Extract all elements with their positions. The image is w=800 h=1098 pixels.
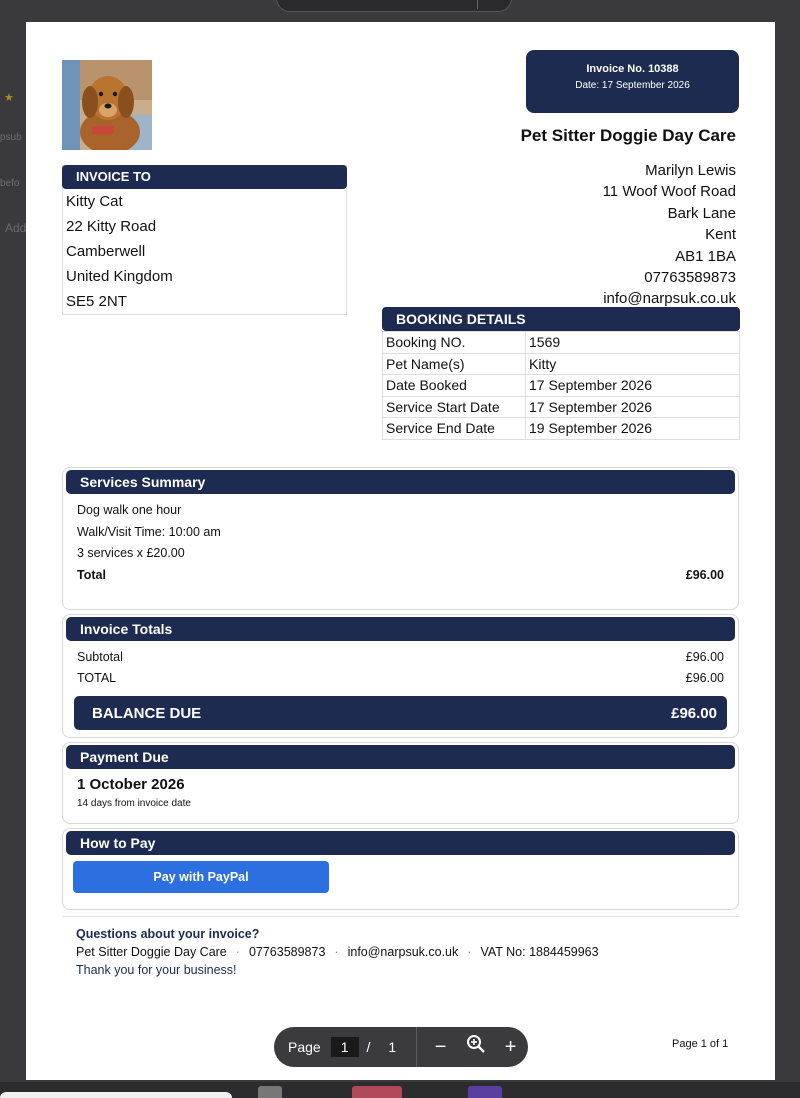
footer-vat: VAT No: 1884459963 — [480, 945, 599, 959]
footer-business: Pet Sitter Doggie Day Care — [76, 945, 227, 959]
booking-value: 17 September 2026 — [526, 375, 740, 397]
dog-photo — [62, 60, 152, 150]
invoice-number: Invoice No. 10388 — [586, 63, 679, 75]
business-email: info@narpsuk.co.uk — [603, 290, 736, 308]
zoom-in-button[interactable]: + — [504, 1035, 517, 1058]
service-line: 3 services x £20.00 — [77, 546, 185, 560]
customer-line: United Kingdom — [66, 268, 173, 285]
separator: · — [235, 945, 240, 959]
invoice-totals-header: Invoice Totals — [66, 617, 735, 641]
toolbar-divider — [416, 1027, 417, 1067]
balance-due-label: BALANCE DUE — [92, 704, 202, 722]
total-label: TOTAL — [77, 671, 117, 685]
balance-due-bar — [74, 696, 727, 730]
payment-due-header: Payment Due — [66, 745, 735, 769]
business-address — [603, 160, 736, 310]
footer-email[interactable]: info@narpsuk.co.uk — [347, 945, 459, 959]
page-label: Page — [288, 1039, 321, 1055]
services-total-value: £96.00 — [685, 567, 724, 582]
booking-label: Service End Date — [383, 418, 526, 440]
services-summary-card — [62, 467, 739, 610]
invoice-number-box — [526, 50, 739, 113]
business-phone: 07763589873 — [644, 269, 736, 287]
background-star-icon: ★ — [4, 92, 14, 104]
separator: · — [467, 945, 472, 959]
footer-question: Questions about your invoice? — [76, 927, 260, 941]
footer-contact-line — [76, 943, 725, 961]
invoice-to-block — [62, 165, 347, 315]
viewer-top-tab — [276, 0, 512, 12]
service-line: Walk/Visit Time: 10:00 am — [77, 524, 221, 539]
page-slash: / — [366, 1039, 371, 1055]
background-text: psub — [0, 132, 22, 143]
payment-due-date: 1 October 2026 — [77, 776, 185, 793]
background-text: befo — [0, 178, 20, 189]
zoom-out-button[interactable]: − — [434, 1035, 447, 1058]
footer-thanks: Thank you for your business! — [76, 963, 237, 977]
payment-due-card — [62, 742, 739, 824]
invoice-to-header: INVOICE TO — [62, 165, 347, 189]
booking-details — [382, 307, 740, 440]
booking-label: Booking NO. — [383, 332, 526, 354]
booking-label: Pet Name(s) — [383, 353, 526, 375]
total-pages: 1 — [388, 1039, 397, 1055]
how-to-pay-card — [62, 828, 739, 910]
table-row — [383, 353, 740, 375]
balance-due-value: £96.00 — [671, 704, 717, 722]
table-row — [383, 418, 740, 440]
pay-with-paypal-button[interactable]: Pay with PayPal — [73, 861, 329, 893]
table-row — [383, 396, 740, 418]
pdf-page-toolbar — [274, 1027, 528, 1067]
booking-details-header: BOOKING DETAILS — [382, 307, 740, 331]
address-line: Kent — [705, 226, 736, 244]
taskbar-search-box[interactable] — [0, 1092, 232, 1098]
address-line: Marilyn Lewis — [645, 162, 736, 179]
business-name: Pet Sitter Doggie Day Care — [520, 126, 736, 145]
address-line: Bark Lane — [667, 204, 736, 222]
how-to-pay-header: How to Pay — [66, 831, 735, 855]
payment-due-note: 14 days from invoice date — [77, 798, 191, 809]
booking-table — [382, 331, 740, 440]
customer-line: 22 Kitty Road — [66, 218, 157, 235]
taskbar-app-icon[interactable] — [468, 1086, 502, 1098]
total-value: £96.00 — [685, 671, 724, 685]
background-text: Add — [5, 221, 27, 235]
subtotal-value: £96.00 — [685, 650, 724, 664]
service-line: Dog walk one hour — [77, 503, 182, 517]
customer-line: Camberwell — [66, 243, 146, 260]
address-line: 11 Woof Woof Road — [602, 183, 736, 201]
taskbar-app-icon[interactable] — [258, 1086, 282, 1098]
zoom-icon[interactable] — [458, 1034, 493, 1060]
invoice-date: Date: 17 September 2026 — [575, 80, 690, 91]
services-total-label: Total — [77, 567, 106, 582]
booking-value: 1569 — [526, 332, 740, 354]
booking-value: Kitty — [526, 353, 740, 375]
page-indicator: Page 1 of 1 — [672, 1038, 729, 1050]
customer-line: Kitty Cat — [66, 193, 123, 210]
table-row — [383, 375, 740, 397]
subtotal-label: Subtotal — [77, 650, 123, 664]
current-page-input[interactable]: 1 — [331, 1037, 359, 1057]
booking-label: Service Start Date — [383, 396, 526, 418]
table-row — [383, 332, 740, 354]
customer-line: SE5 2NT — [66, 293, 127, 310]
booking-label: Date Booked — [383, 375, 526, 397]
taskbar-app-icon[interactable] — [352, 1086, 402, 1098]
booking-value: 17 September 2026 — [526, 396, 740, 418]
footer-phone: 07763589873 — [248, 945, 326, 959]
invoice-totals-card — [62, 614, 739, 738]
booking-value: 19 September 2026 — [526, 418, 740, 440]
services-summary-header: Services Summary — [66, 470, 735, 494]
invoice-footer — [62, 916, 739, 979]
separator: · — [334, 945, 339, 959]
address-line: AB1 1BA — [675, 247, 736, 265]
